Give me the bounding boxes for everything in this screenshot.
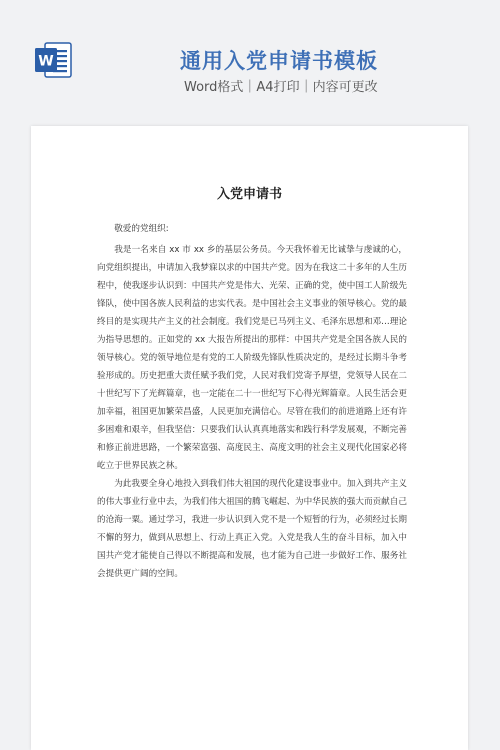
- paragraph-2: 为此我要全身心地投入到我们伟大祖国的现代化建设事业中。加入到共产主义的伟大事业行业中去，为我们伟大祖国的腾飞崛起、为中华民族的强大而贡献自己的沧海一粟。通过学习，我进一步认识到入党不是一个短暂的行为，必须经过长期不懈的努力，做到从思想上、行动上真正入党。入党是我人生的奋斗目标，加入中国共产党才能使自己得以不断提高和发展，也才能为自己进一步做好工作、服务社会提供更广阔的空间。: [97, 479, 407, 579]
- paragraph-1: 我是一名来自 xx 市 xx 乡的基层公务员。今天我怀着无比诚挚与虔诚的心，向党组织提出，申请加入我梦寐以求的中国共产党。因为在我这二十多年的人生历程中，使我逐步认识到：中国共产党是伟大、光荣、正确的党，使中国工人阶级先锋队，使中国各族人民利益的忠实代表。是中国社会主义事业的领导核心。党的最终目的是实现共产主义的社会制度。我们党是已马列主义、毛泽东思想和邓…理论为指导思想的。正如党的 xx 大报告所提出的那样：中国共产党是全国各族人民的领导核心。党的领导地位是有党的工人阶级先锋队性质决定的，是经过长期斗争考验形成的。历史把重大责任赋予我们党，人民对我们党寄予厚望，党领导人民在二十世纪写下了光辉篇章，也一定能在二十一世纪写下心得光辉篇章。人民生活会更加幸福，祖国更加繁荣昌盛，人民更加充满信心。尽管在我们的前进道路上还有许多困难和艰辛，但我坚信：只要我们认认真真地落实和践行科学发展观，不断完善和修正前进思路，一个繁荣富强、高度民主、高度文明的社会主义现代化国家必将屹立于世界民族之林。: [97, 245, 407, 471]
- page-subtitle: Word格式｜A4打印｜内容可更改: [184, 80, 378, 95]
- page-title: 通用入党申请书模板: [180, 49, 378, 73]
- word-icon: [33, 40, 73, 80]
- document-page: [31, 126, 468, 750]
- header: [0, 0, 500, 120]
- document-body: [97, 220, 407, 583]
- svg-text:W: W: [38, 53, 54, 70]
- document-title: 入党申请书: [216, 187, 282, 202]
- salutation: 敬爱的党组织:: [114, 224, 169, 234]
